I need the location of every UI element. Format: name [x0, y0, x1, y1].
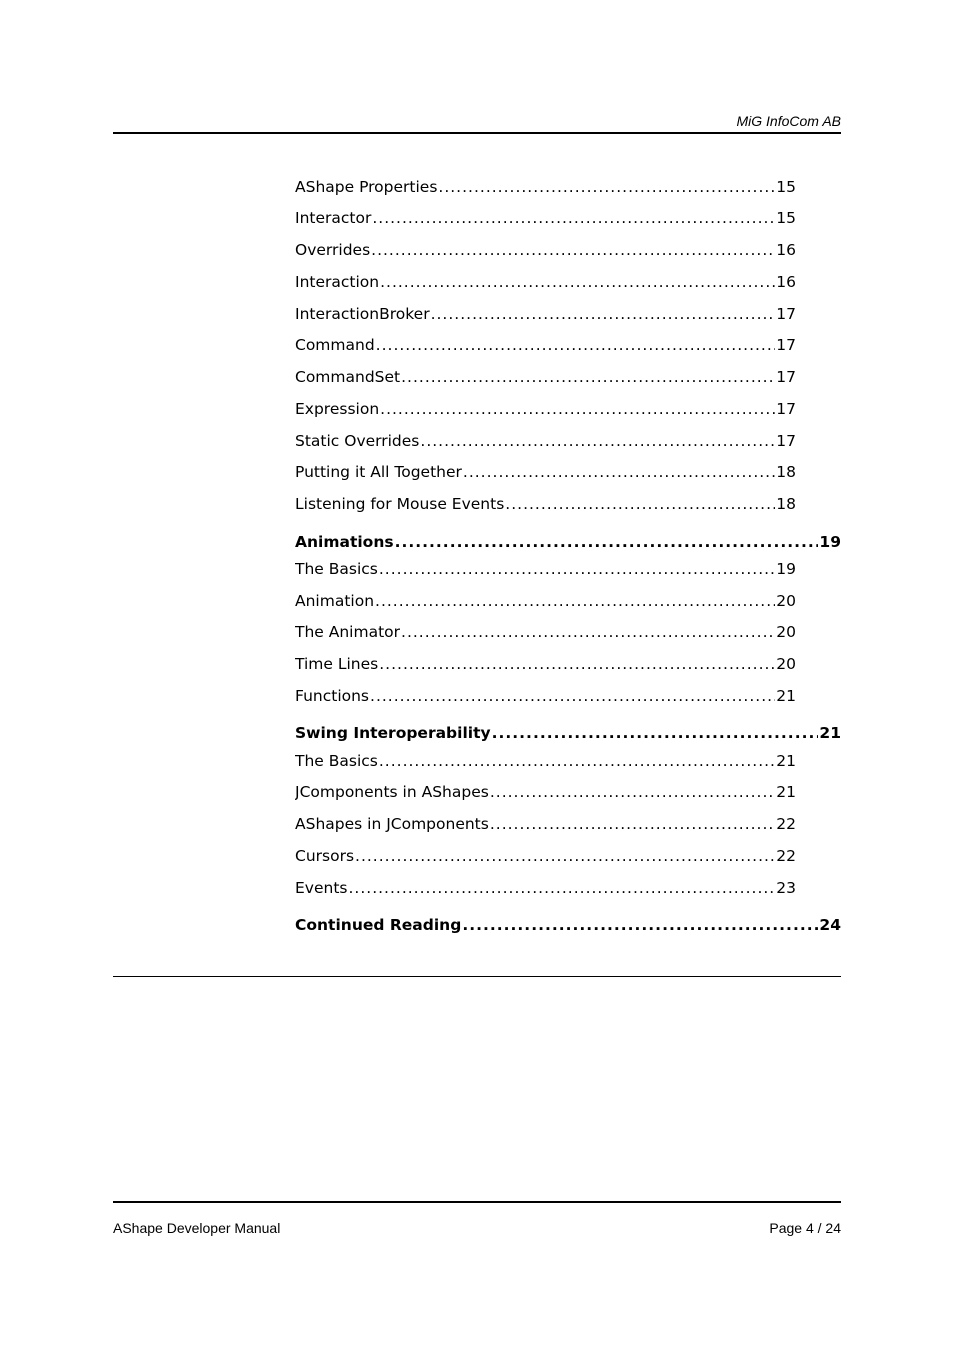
- toc-entry[interactable]: [295, 751, 796, 771]
- toc-entry-title: InteractionBroker: [295, 305, 430, 323]
- toc-entry-page: 22: [776, 815, 796, 833]
- toc-entry-title: Functions: [295, 687, 370, 705]
- toc-section-entry[interactable]: [295, 532, 841, 552]
- toc-dot-leader: [401, 367, 775, 387]
- toc-dot-leader: [505, 494, 775, 514]
- toc-entry-page: 18: [776, 463, 796, 481]
- toc-entry[interactable]: [295, 272, 796, 292]
- toc-dot-leader: [380, 272, 775, 292]
- toc-entry-page: 21: [776, 783, 796, 801]
- toc-dot-leader: [379, 751, 775, 771]
- toc-dot-leader: [462, 915, 818, 935]
- toc-entry-title: Static Overrides: [295, 432, 420, 450]
- toc-entry-title: Overrides: [295, 241, 371, 259]
- toc-section-title: Continued Reading: [295, 916, 462, 934]
- toc-dot-leader: [348, 878, 775, 898]
- toc-section-entry[interactable]: [295, 915, 841, 935]
- toc-entry-page: 16: [776, 241, 796, 259]
- toc-end-rule: [113, 976, 841, 977]
- toc-entry[interactable]: [295, 559, 796, 579]
- toc-entry-title: Time Lines: [295, 655, 379, 673]
- toc-entry-page: 20: [776, 623, 796, 641]
- toc-entry[interactable]: [295, 462, 796, 482]
- toc-dot-leader: [420, 431, 775, 451]
- toc-entry-title: AShape Properties: [295, 178, 438, 196]
- toc-entry-page: 17: [776, 305, 796, 323]
- toc-dot-leader: [438, 177, 775, 197]
- toc-entry-page: 17: [776, 400, 796, 418]
- toc-entry[interactable]: [295, 367, 796, 387]
- toc-dot-leader: [379, 559, 775, 579]
- toc-entry-title: Interaction: [295, 273, 380, 291]
- toc-dot-leader: [490, 782, 775, 802]
- toc-entry-title: JComponents in AShapes: [295, 783, 489, 801]
- toc-dot-leader: [490, 814, 775, 834]
- toc-dot-leader: [375, 591, 775, 611]
- toc-entry[interactable]: [295, 814, 796, 834]
- toc-dot-leader: [372, 208, 775, 228]
- toc-entry[interactable]: [295, 431, 796, 451]
- toc-dot-leader: [401, 622, 775, 642]
- toc-dot-leader: [355, 846, 775, 866]
- toc-entry[interactable]: [295, 494, 796, 514]
- toc-entry-page: 18: [776, 495, 796, 513]
- toc-entry[interactable]: [295, 304, 796, 324]
- toc-entry[interactable]: [295, 177, 796, 197]
- toc-dot-leader: [380, 399, 775, 419]
- footer-page-number: Page 4 / 24: [769, 1220, 841, 1236]
- toc-entry-title: Command: [295, 336, 375, 354]
- toc-section-page: 21: [819, 724, 841, 742]
- toc-entry-page: 22: [776, 847, 796, 865]
- toc-entry[interactable]: [295, 846, 796, 866]
- toc-entry-page: 17: [776, 336, 796, 354]
- toc-dot-leader: [371, 240, 775, 260]
- toc-entry[interactable]: [295, 399, 796, 419]
- toc-entry-title: Listening for Mouse Events: [295, 495, 505, 513]
- toc-section-title: Animations: [295, 533, 394, 551]
- toc-entry-title: AShapes in JComponents: [295, 815, 489, 833]
- toc-entry-title: Events: [295, 879, 348, 897]
- toc-entry-page: 20: [776, 592, 796, 610]
- toc-entry-page: 20: [776, 655, 796, 673]
- toc-entry[interactable]: [295, 240, 796, 260]
- toc-entry-title: Expression: [295, 400, 380, 418]
- toc-entry[interactable]: [295, 622, 796, 642]
- toc-dot-leader: [376, 335, 776, 355]
- toc-entry-title: The Animator: [295, 623, 401, 641]
- header-company-name: MiG InfoCom AB: [736, 113, 841, 129]
- toc-dot-leader: [492, 723, 819, 743]
- toc-section-page: 19: [819, 533, 841, 551]
- toc-entry-title: Animation: [295, 592, 375, 610]
- toc-entry-title: CommandSet: [295, 368, 401, 386]
- toc-entry-page: 19: [776, 560, 796, 578]
- toc-entry-page: 17: [776, 368, 796, 386]
- toc-entry[interactable]: [295, 878, 796, 898]
- toc-entry-page: 15: [776, 209, 796, 227]
- toc-dot-leader: [379, 654, 775, 674]
- toc-entry-page: 15: [776, 178, 796, 196]
- toc-entry[interactable]: [295, 208, 796, 228]
- toc-entry[interactable]: [295, 782, 796, 802]
- toc-dot-leader: [370, 686, 775, 706]
- toc-section-page: 24: [819, 916, 841, 934]
- toc-entry-page: 16: [776, 273, 796, 291]
- toc-entry[interactable]: [295, 335, 796, 355]
- toc-entry-title: The Basics: [295, 560, 378, 578]
- toc-entry-page: 17: [776, 432, 796, 450]
- toc-section-title: Swing Interoperability: [295, 724, 491, 742]
- footer-rule: [113, 1201, 841, 1203]
- toc-entry[interactable]: [295, 591, 796, 611]
- toc-entry-title: Cursors: [295, 847, 355, 865]
- toc-entry-page: 21: [776, 752, 796, 770]
- toc-entry-title: Interactor: [295, 209, 372, 227]
- toc-entry-title: The Basics: [295, 752, 378, 770]
- toc-entry-title: Putting it All Together: [295, 463, 462, 481]
- toc-entry[interactable]: [295, 686, 796, 706]
- toc-dot-leader: [431, 304, 776, 324]
- toc-dot-leader: [395, 532, 819, 552]
- footer-document-title: AShape Developer Manual: [113, 1220, 281, 1236]
- toc-entry[interactable]: [295, 654, 796, 674]
- toc-entry-page: 21: [776, 687, 796, 705]
- toc-dot-leader: [463, 462, 775, 482]
- toc-section-entry[interactable]: [295, 723, 841, 743]
- toc-entry-page: 23: [776, 879, 796, 897]
